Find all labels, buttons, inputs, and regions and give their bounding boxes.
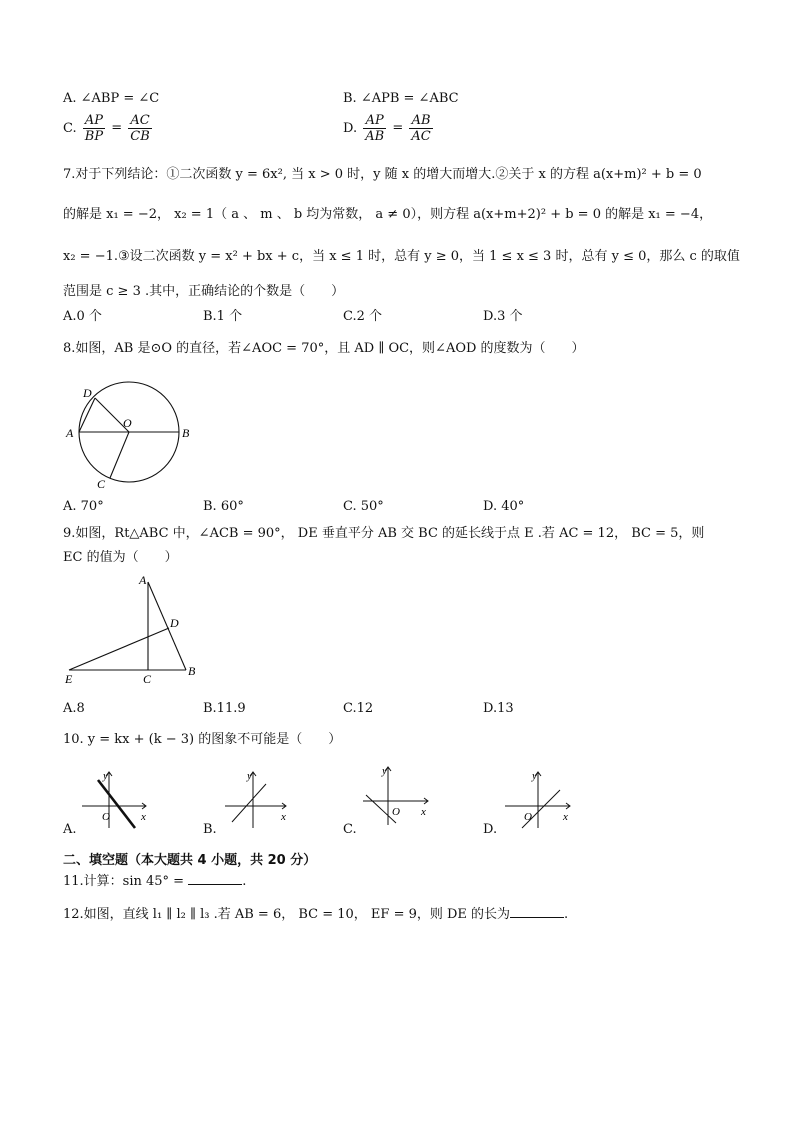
svg-text:y: y (382, 765, 387, 777)
label-a: A (66, 426, 74, 440)
fraction (128, 113, 152, 144)
label-d: D (83, 386, 92, 400)
q6-option-c (63, 113, 154, 144)
numerator: AB (409, 113, 432, 129)
label-o: O (123, 416, 132, 430)
q10-stem: 10. y = kx + (k − 3) 的图象不可能是（ ） (63, 732, 342, 747)
denominator: CB (130, 129, 150, 144)
q12 (63, 906, 568, 924)
q9-option-c: C.12 (343, 701, 374, 716)
label-a: A (139, 573, 147, 587)
q9-triangle-figure (60, 572, 210, 687)
fraction (83, 113, 105, 144)
q8-option-a: A. 70° (63, 499, 104, 514)
q7-line-3: x₂ = −1.③设二次函数 y = x² + bx + c，当 x ≤ 1 时，总有 y ≥ 0，当 1 ≤ x ≤ 3 时，总有 y ≤ 0，那么 c 的取值 (63, 249, 740, 264)
q9-option-b: B.11.9 (203, 701, 246, 716)
graph-line (232, 784, 266, 822)
numerator: AC (128, 113, 152, 129)
q8-option-d: D. 40° (483, 499, 525, 514)
svg-text:x: x (141, 811, 146, 823)
q10-option-b-label: B. (203, 822, 217, 837)
q8-circle-figure (60, 380, 200, 490)
q9-option-a: A.8 (63, 701, 85, 716)
q10-graph-b (220, 768, 295, 833)
q11-end: . (242, 874, 247, 889)
q11-answer-blank[interactable] (188, 884, 242, 885)
q8-stem: 8.如图，AB 是⊙O 的直径，若∠AOC = 70°，且 AD ∥ OC，则∠AOD 的度数为（ ） (63, 341, 585, 356)
fraction (409, 113, 432, 144)
label-b: B (188, 664, 196, 678)
fraction (363, 113, 386, 144)
q6-option-b: B. ∠APB = ∠ABC (343, 91, 459, 106)
numerator: AP (363, 113, 386, 129)
segment-ab (148, 582, 186, 670)
q8-option-c: C. 50° (343, 499, 384, 514)
q12-answer-blank[interactable] (510, 917, 564, 918)
q10-option-d-label: D. (483, 822, 498, 837)
denominator: AC (411, 129, 431, 144)
svg-text:O: O (392, 806, 400, 818)
label-d: D (170, 616, 179, 630)
svg-text:y: y (103, 770, 108, 782)
numerator: AP (83, 113, 105, 129)
q10-option-a-label: A. (63, 822, 77, 837)
q7-line-1: 7.对于下列结论：①二次函数 y = 6x², 当 x > 0 时，y 随 x 的增大而增大.②关于 x 的方程 a(x+m)² + b = 0 (63, 167, 702, 182)
svg-text:x: x (563, 811, 568, 823)
q7-line-2: 的解是 x₁ = −2， x₂ = 1（ a 、 m 、 b 均为常数， a ≠ 0），则方程 a(x+m+2)² + b = 0 的解是 x₁ = −4， (63, 207, 713, 222)
svg-text:y: y (532, 770, 537, 782)
q9-option-d: D.13 (483, 701, 514, 716)
q6-option-d (343, 113, 435, 144)
q9-line-2: EC 的值为（ ） (63, 550, 178, 565)
denominator: BP (84, 129, 104, 144)
label-b: B (182, 426, 190, 440)
q11 (63, 873, 246, 891)
q10-option-c-label: C. (343, 822, 357, 837)
svg-text:x: x (421, 806, 426, 818)
denominator: AB (365, 129, 385, 144)
svg-text:x: x (281, 811, 286, 823)
section-heading-fill-in: 二、填空题（本大题共 4 小题，共 20 分） (63, 853, 317, 868)
segment-ed (69, 628, 169, 670)
q10-graph-c (358, 763, 438, 828)
q7-option-b: B.1 个 (203, 309, 243, 324)
q12-end: . (564, 907, 569, 922)
q7-option-a: A.0 个 (63, 309, 102, 324)
svg-text:y: y (247, 770, 252, 782)
q9-line-1: 9.如图，Rt△ABC 中，∠ACB = 90°， DE 垂直平分 AB 交 BC 的延长线于点 E .若 AC = 12， BC = 5，则 (63, 526, 705, 541)
q6-option-d-label: D. (343, 121, 358, 136)
q12-text: 12.如图，直线 l₁ ∥ l₂ ∥ l₃ .若 AB = 6， BC = 10， EF = 9，则 DE 的长为 (63, 907, 511, 922)
svg-text:O: O (102, 811, 110, 823)
label-c: C (143, 672, 152, 686)
equals-sign: = (392, 120, 404, 136)
label-c: C (97, 477, 106, 490)
radius-oc (110, 432, 129, 478)
label-e: E (65, 672, 73, 686)
q11-text: 11.计算：sin 45° = (63, 874, 189, 889)
q8-option-b: B. 60° (203, 499, 244, 514)
q10-graph-d (500, 768, 580, 833)
equals-sign: = (111, 120, 123, 136)
q7-line-4: 范围是 c ≥ 3 .其中，正确结论的个数是（ ） (63, 284, 345, 299)
svg-text:O: O (524, 811, 532, 823)
q6-option-a: A. ∠ABP = ∠C (63, 91, 160, 106)
q7-option-d: D.3 个 (483, 309, 523, 324)
q7-option-c: C.2 个 (343, 309, 383, 324)
q10-graph-a (80, 768, 155, 833)
q6-option-c-label: C. (63, 121, 77, 136)
